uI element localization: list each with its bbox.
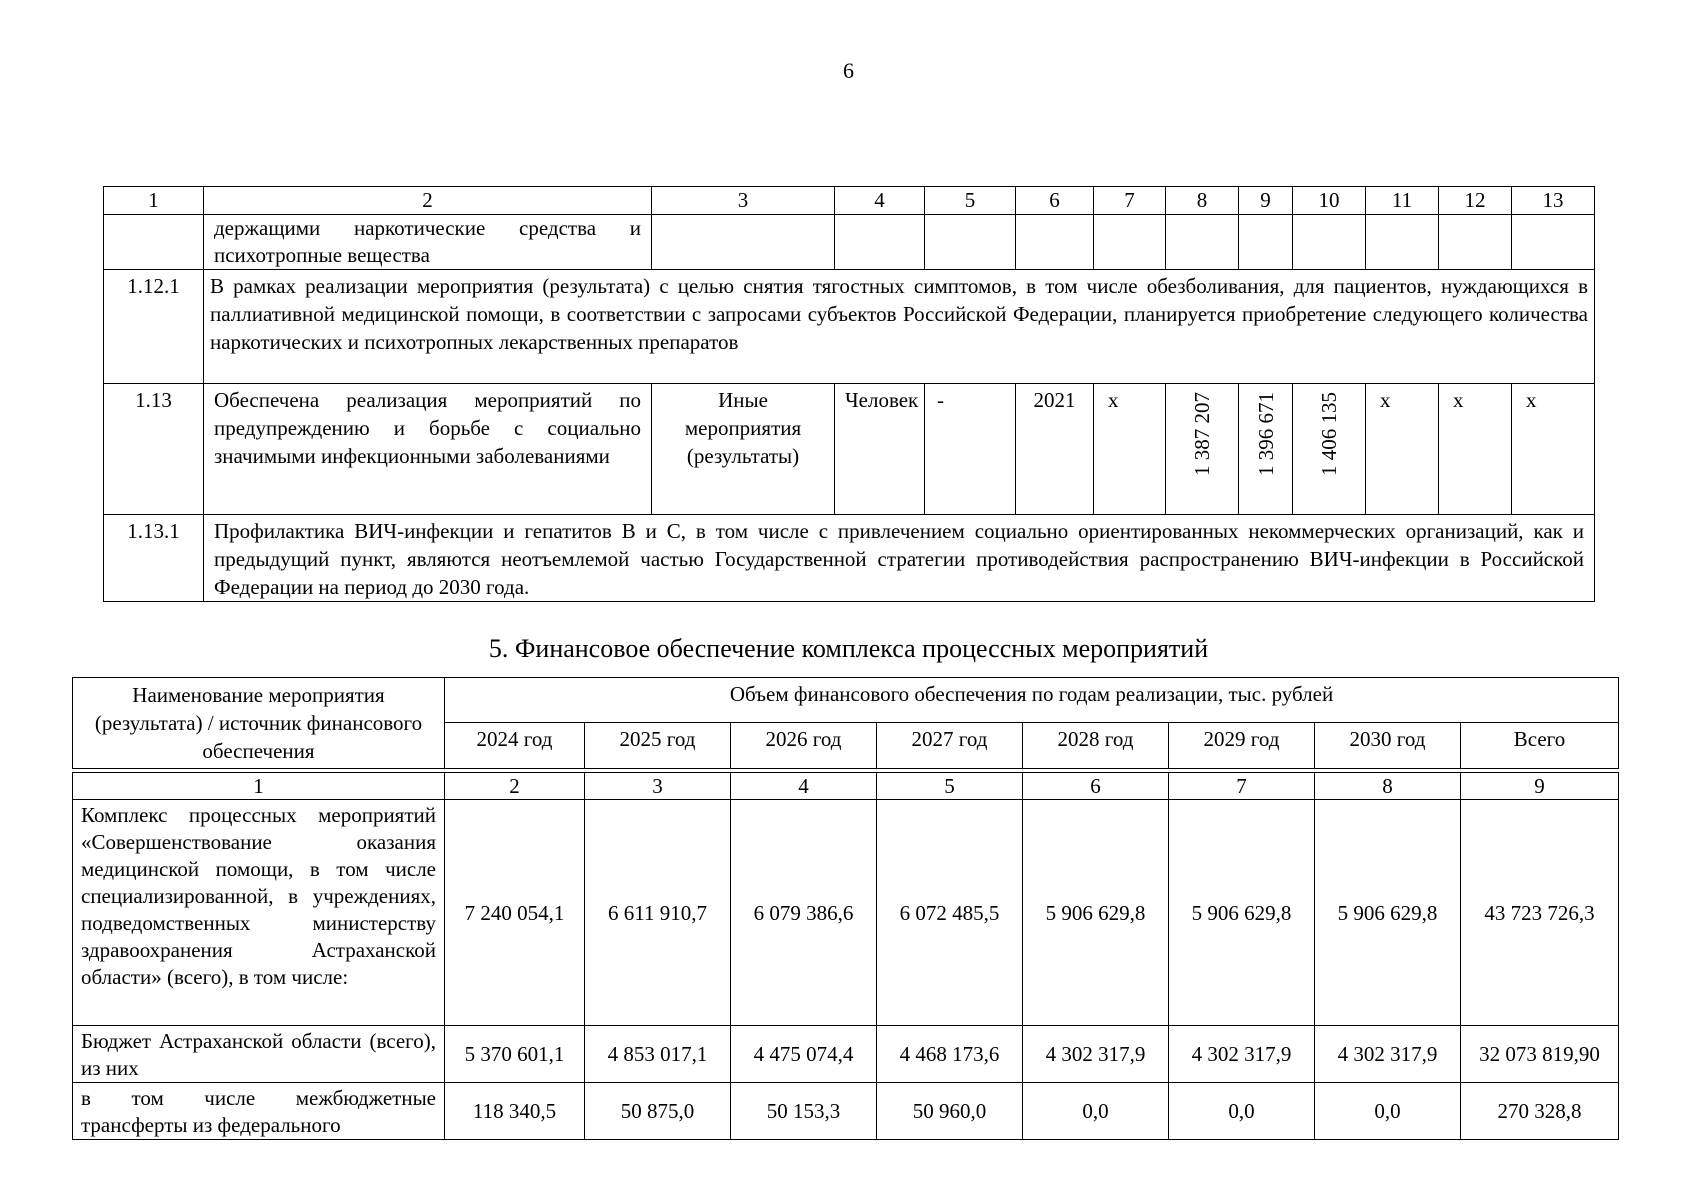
cell-col13: х — [1512, 384, 1595, 515]
finance-row-name: Комплекс процессных мероприятий «Совершенствование оказания медицинской помощи, в том числе специализированной, в учреждениях, подведомственных министерству здравоохранения Астраханской области» (всего), в том числе: — [73, 800, 445, 1026]
finance-value: 4 302 317,9 — [1169, 1026, 1315, 1083]
column-number: 6 — [1016, 187, 1094, 215]
row-number: 1.13 — [104, 384, 204, 515]
cell-col7: х — [1094, 384, 1166, 515]
column-number-row — [104, 187, 1595, 215]
column-number: 10 — [1293, 187, 1366, 215]
year-header: 2026 год — [731, 723, 877, 769]
finance-row-regional-budget — [73, 1026, 1619, 1083]
header-row-group — [73, 678, 1619, 723]
row-description: В рамках реализации мероприятия (результата) с целью снятия тягостных симптомов, в том числе обезболивания, для пациентов, нуждающихся в паллиативной медицинской помощи, в соответствии с запросами субъектов Российской Федерации, планируется приобретение следующего количества наркотических и психотропных лекарственных препаратов — [204, 270, 1595, 384]
year-header: Всего — [1461, 723, 1619, 769]
name-column-header: Наименование мероприятия (результата) / источник финансового обеспечения — [73, 678, 445, 769]
row-description: Профилактика ВИЧ-инфекции и гепатитов В и С, в том числе с привлечением социально ориентированных некоммерческих организаций, как и предыдущий пункт, являются неотъемлемой частью Государственной стратегии противодействия распространению ВИЧ-инфекции в Российской Федерации на период до 2030 года. — [204, 515, 1595, 602]
cell-col12: х — [1439, 384, 1512, 515]
finance-value: 50 960,0 — [877, 1083, 1023, 1140]
column-number: 6 — [1023, 773, 1169, 800]
column-number: 5 — [877, 773, 1023, 800]
continuation-text: держащими наркотические средства и психотропные вещества — [204, 215, 652, 270]
finance-value: 5 370 601,1 — [445, 1026, 585, 1083]
column-number: 9 — [1461, 773, 1619, 800]
continuation-row — [104, 215, 1595, 270]
column-number: 2 — [204, 187, 652, 215]
year-header: 2025 год — [585, 723, 731, 769]
column-number: 9 — [1239, 187, 1293, 215]
year-header: 2030 год — [1315, 723, 1461, 769]
finance-table — [72, 677, 1619, 1140]
activity-type: Иные мероприятия (результаты) — [652, 384, 835, 515]
year-header: 2024 год — [445, 723, 585, 769]
finance-value: 4 468 173,6 — [877, 1026, 1023, 1083]
year-header: 2029 год — [1169, 723, 1315, 769]
column-number: 1 — [104, 187, 204, 215]
finance-value: 118 340,5 — [445, 1083, 585, 1140]
value-col8: 1 387 207 — [1190, 392, 1214, 476]
column-number: 4 — [835, 187, 925, 215]
year-header: 2027 год — [877, 723, 1023, 769]
column-number: 12 — [1439, 187, 1512, 215]
finance-value: 4 475 074,4 — [731, 1026, 877, 1083]
finance-value: 50 153,3 — [731, 1083, 877, 1140]
finance-value: 6 079 386,6 — [731, 800, 877, 1026]
finance-row-transfers — [73, 1083, 1619, 1140]
finance-value: 50 875,0 — [585, 1083, 731, 1140]
cell-col6: 2021 — [1016, 384, 1094, 515]
column-number: 3 — [652, 187, 835, 215]
column-number: 7 — [1169, 773, 1315, 800]
column-number: 4 — [731, 773, 877, 800]
finance-value: 4 853 017,1 — [585, 1026, 731, 1083]
value-col9: 1 396 671 — [1253, 392, 1278, 476]
cell-col11: х — [1366, 384, 1439, 515]
indicators-table — [103, 186, 1595, 602]
row-1-13 — [104, 384, 1595, 515]
row-1-12-1 — [104, 270, 1595, 384]
finance-value: 4 302 317,9 — [1023, 1026, 1169, 1083]
finance-value: 0,0 — [1315, 1083, 1461, 1140]
finance-value: 0,0 — [1169, 1083, 1315, 1140]
year-header: 2028 год — [1023, 723, 1169, 769]
unit-of-measure: Человек — [835, 384, 925, 515]
finance-row-complex — [73, 800, 1619, 1026]
finance-value: 5 906 629,8 — [1315, 800, 1461, 1026]
finance-value: 6 072 485,5 — [877, 800, 1023, 1026]
column-number: 8 — [1166, 187, 1239, 215]
row-number: 1.13.1 — [104, 515, 204, 602]
finance-value: 5 906 629,8 — [1023, 800, 1169, 1026]
section-title: 5. Финансовое обеспечение комплекса процессных мероприятий — [488, 634, 1209, 663]
finance-value: 7 240 054,1 — [445, 800, 585, 1026]
cell-col8 — [1166, 384, 1239, 515]
column-number: 11 — [1366, 187, 1439, 215]
cell-col5: - — [925, 384, 1016, 515]
column-number: 2 — [445, 773, 585, 800]
cell-col9 — [1239, 384, 1293, 515]
activity-name: Обеспечена реализация мероприятий по предупреждению и борьбе с социально значимыми инфекционными заболеваниями — [204, 384, 652, 515]
row-1-13-1 — [104, 515, 1595, 602]
column-number-row — [73, 773, 1619, 800]
column-number: 8 — [1315, 773, 1461, 800]
column-number: 13 — [1512, 187, 1595, 215]
value-col10: 1 406 135 — [1317, 392, 1341, 476]
finance-row-name: в том числе межбюджетные трансферты из федерального — [73, 1083, 445, 1140]
finance-value: 6 611 910,7 — [585, 800, 731, 1026]
column-number: 5 — [925, 187, 1016, 215]
finance-total: 43 723 726,3 — [1461, 800, 1619, 1026]
row-number: 1.12.1 — [104, 270, 204, 384]
column-number: 3 — [585, 773, 731, 800]
finance-value: 4 302 317,9 — [1315, 1026, 1461, 1083]
finance-row-name: Бюджет Астраханской области (всего), из них — [73, 1026, 445, 1083]
cell-col10 — [1293, 384, 1366, 515]
finance-value: 0,0 — [1023, 1083, 1169, 1140]
finance-total: 270 328,8 — [1461, 1083, 1619, 1140]
finance-total: 32 073 819,90 — [1461, 1026, 1619, 1083]
column-number: 1 — [73, 773, 445, 800]
column-number: 7 — [1094, 187, 1166, 215]
finance-value: 5 906 629,8 — [1169, 800, 1315, 1026]
page-number: 6 — [843, 58, 854, 83]
group-header: Объем финансового обеспечения по годам реализации, тыс. рублей — [445, 678, 1619, 723]
